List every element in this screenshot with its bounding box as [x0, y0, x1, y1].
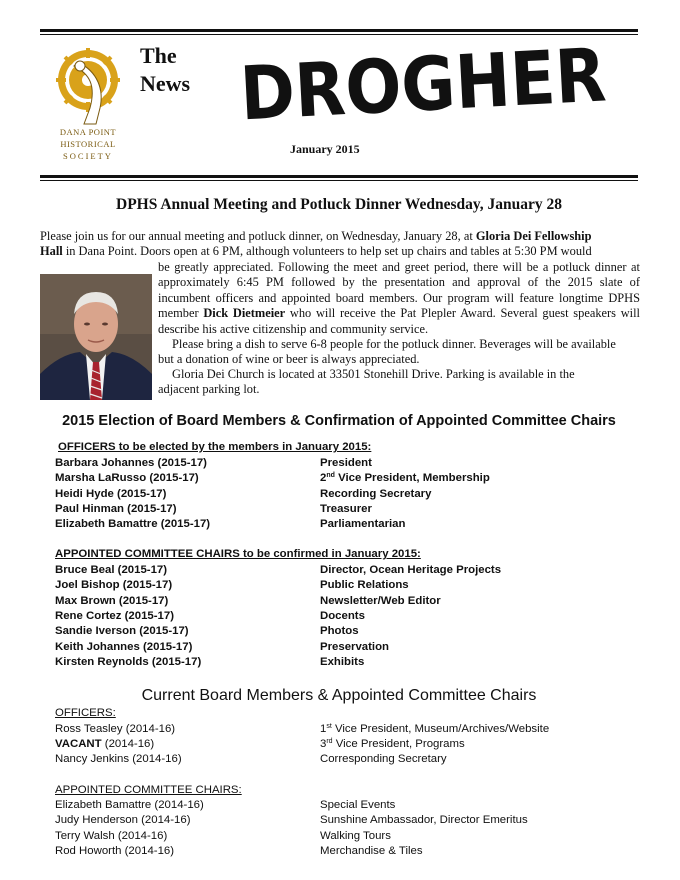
chair-role: Merchandise & Tiles: [320, 845, 423, 857]
issue-date: January 2015: [290, 142, 360, 156]
officer-role-text: Vice President, Programs: [332, 738, 465, 750]
p2-text-b: but a donation of wine or beer is always appreciated.: [158, 352, 420, 366]
officers-to-elect-header: OFFICERS to be elected by the members in January 2015:: [58, 441, 372, 453]
article-headline: DPHS Annual Meeting and Potluck Dinner Wednesday, January 28: [116, 196, 562, 213]
chair-name: Terry Walsh (2014-16): [55, 830, 168, 842]
officer-name: Paul Hinman (2015-17): [55, 503, 177, 515]
article-paragraph-1-continued: [158, 260, 640, 352]
officer-role: President: [320, 457, 372, 469]
chair-role: Director, Ocean Heritage Projects: [320, 564, 502, 576]
news-label: News: [140, 71, 191, 96]
p1-text-d: who will receive the Pat Plepler Award. Several guest speakers will describe his active citizenship and community service.: [158, 306, 640, 336]
p1-text-b: in Dana Point. Doors open at 6 PM, although volunteers to help set up chairs and tables at 5:30 PM would: [62, 244, 592, 259]
chair-role: Walking Tours: [320, 830, 391, 842]
officer-role: [320, 723, 549, 735]
chair-role: Photos: [320, 625, 359, 637]
ordinal-suffix: nd: [326, 472, 335, 479]
chair-name: Bruce Beal (2015-17): [55, 564, 168, 576]
chair-role: Sunshine Ambassador, Director Emeritus: [320, 814, 528, 826]
p1-venue: Gloria Dei Fellowship: [475, 229, 592, 243]
election-section-title: 2015 Election of Board Members & Confirmation of Appointed Committee Chairs: [62, 413, 616, 429]
officer-name: [55, 738, 154, 750]
masthead-bottom-thin-rule: [40, 180, 638, 181]
chair-name: Max Brown (2015-17): [55, 595, 169, 607]
chairs-to-confirm-header: APPOINTED COMMITTEE CHAIRS to be confirmed in January 2015:: [55, 548, 421, 560]
current-chairs-header: APPOINTED COMMITTEE CHAIRS:: [55, 784, 242, 796]
article-paragraph-2-start: Please bring a dish to serve 6-8 people for the potluck dinner. Beverages will be available: [172, 337, 616, 352]
chair-role: Preservation: [320, 641, 390, 653]
article-paragraph-2-end: [40, 352, 640, 367]
officer-name: Elizabeth Bamattre (2015-17): [55, 518, 211, 530]
drogher-title: [238, 30, 654, 138]
officer-role: Recording Secretary: [320, 488, 432, 500]
chair-name: Joel Bishop (2015-17): [55, 579, 173, 591]
chair-role: Newsletter/Web Editor: [320, 595, 441, 607]
masthead-bottom-rule: [40, 175, 638, 178]
chair-role: Public Relations: [320, 579, 409, 591]
chair-name: Kirsten Reynolds (2015-17): [55, 656, 202, 668]
honoree-name: Dick Dietmeier: [203, 306, 286, 321]
chair-name: Sandie Iverson (2015-17): [55, 625, 189, 637]
officer-name: Barbara Johannes (2015-17): [55, 457, 207, 469]
chair-name: Elizabeth Bamattre (2014-16): [55, 799, 204, 811]
chair-role: Exhibits: [320, 656, 365, 668]
officer-role: Parliamentarian: [320, 518, 406, 530]
officer-role: [320, 738, 465, 750]
current-officers-header: OFFICERS:: [55, 707, 116, 719]
p1-venue-hall: Hall: [40, 244, 63, 259]
officer-role-text: Vice President, Membership: [334, 472, 490, 484]
article-paragraph-1: [40, 229, 640, 260]
ordinal-suffix: st: [326, 723, 332, 730]
officer-name: Ross Teasley (2014-16): [55, 723, 176, 735]
chair-name: Keith Johannes (2015-17): [55, 641, 193, 653]
masthead-top-rule: [40, 29, 638, 32]
article-paragraph-3: [40, 367, 640, 398]
officer-role-text: Vice President, Museum/Archives/Website: [331, 723, 550, 735]
dana-point-historical-society-logo: [44, 46, 132, 168]
logo-text-line-3: SOCIETY: [63, 151, 113, 161]
chair-role: Special Events: [320, 799, 396, 811]
officer-name: Heidi Hyde (2015-17): [55, 488, 167, 500]
officer-role: Corresponding Secretary: [320, 753, 447, 765]
drogher-title-text: DROGHER: [238, 30, 654, 138]
p1-text-a: Please join us for our annual meeting and potluck dinner, on Wednesday, January 28, at: [40, 229, 476, 243]
ordinal-number: 2: [320, 472, 327, 484]
chair-name: Rod Howorth (2014-16): [55, 845, 175, 857]
current-board-section-title: Current Board Members & Appointed Committee Chairs: [141, 687, 537, 704]
chair-name: Judy Henderson (2014-16): [55, 814, 191, 826]
ordinal-number: 3: [320, 738, 327, 750]
p3-text-b: adjacent parking lot.: [158, 382, 260, 397]
officer-name: Nancy Jenkins (2014-16): [55, 753, 182, 765]
vacant-label: VACANT: [55, 738, 102, 750]
the-label: The: [140, 43, 177, 68]
officer-role: [320, 472, 490, 484]
logo-text-line-1: DANA POINT: [59, 127, 117, 137]
p1-text-c: be greatly appreciated. Following the meet and greet period, there will be a potluck dinner at approximately 6:45 PM followed by the presentation and approval of the 2015 slate of incumbent officers and appointed board members. Our program will feature longtime DPHS member: [158, 260, 640, 321]
officer-name: Marsha LaRusso (2015-17): [55, 472, 199, 484]
officer-role: Treasurer: [320, 503, 372, 515]
logo-text-line-2: HISTORICAL: [60, 139, 116, 149]
ordinal-number: 1: [320, 723, 327, 735]
chair-name: Rene Cortez (2015-17): [55, 610, 175, 622]
ordinal-suffix: rd: [326, 738, 333, 745]
p3-text-a: Gloria Dei Church is located at 33501 Stonehill Drive. Parking is available in the: [172, 367, 575, 381]
chair-role: Docents: [320, 610, 365, 622]
officer-term: (2014-16): [101, 738, 155, 750]
